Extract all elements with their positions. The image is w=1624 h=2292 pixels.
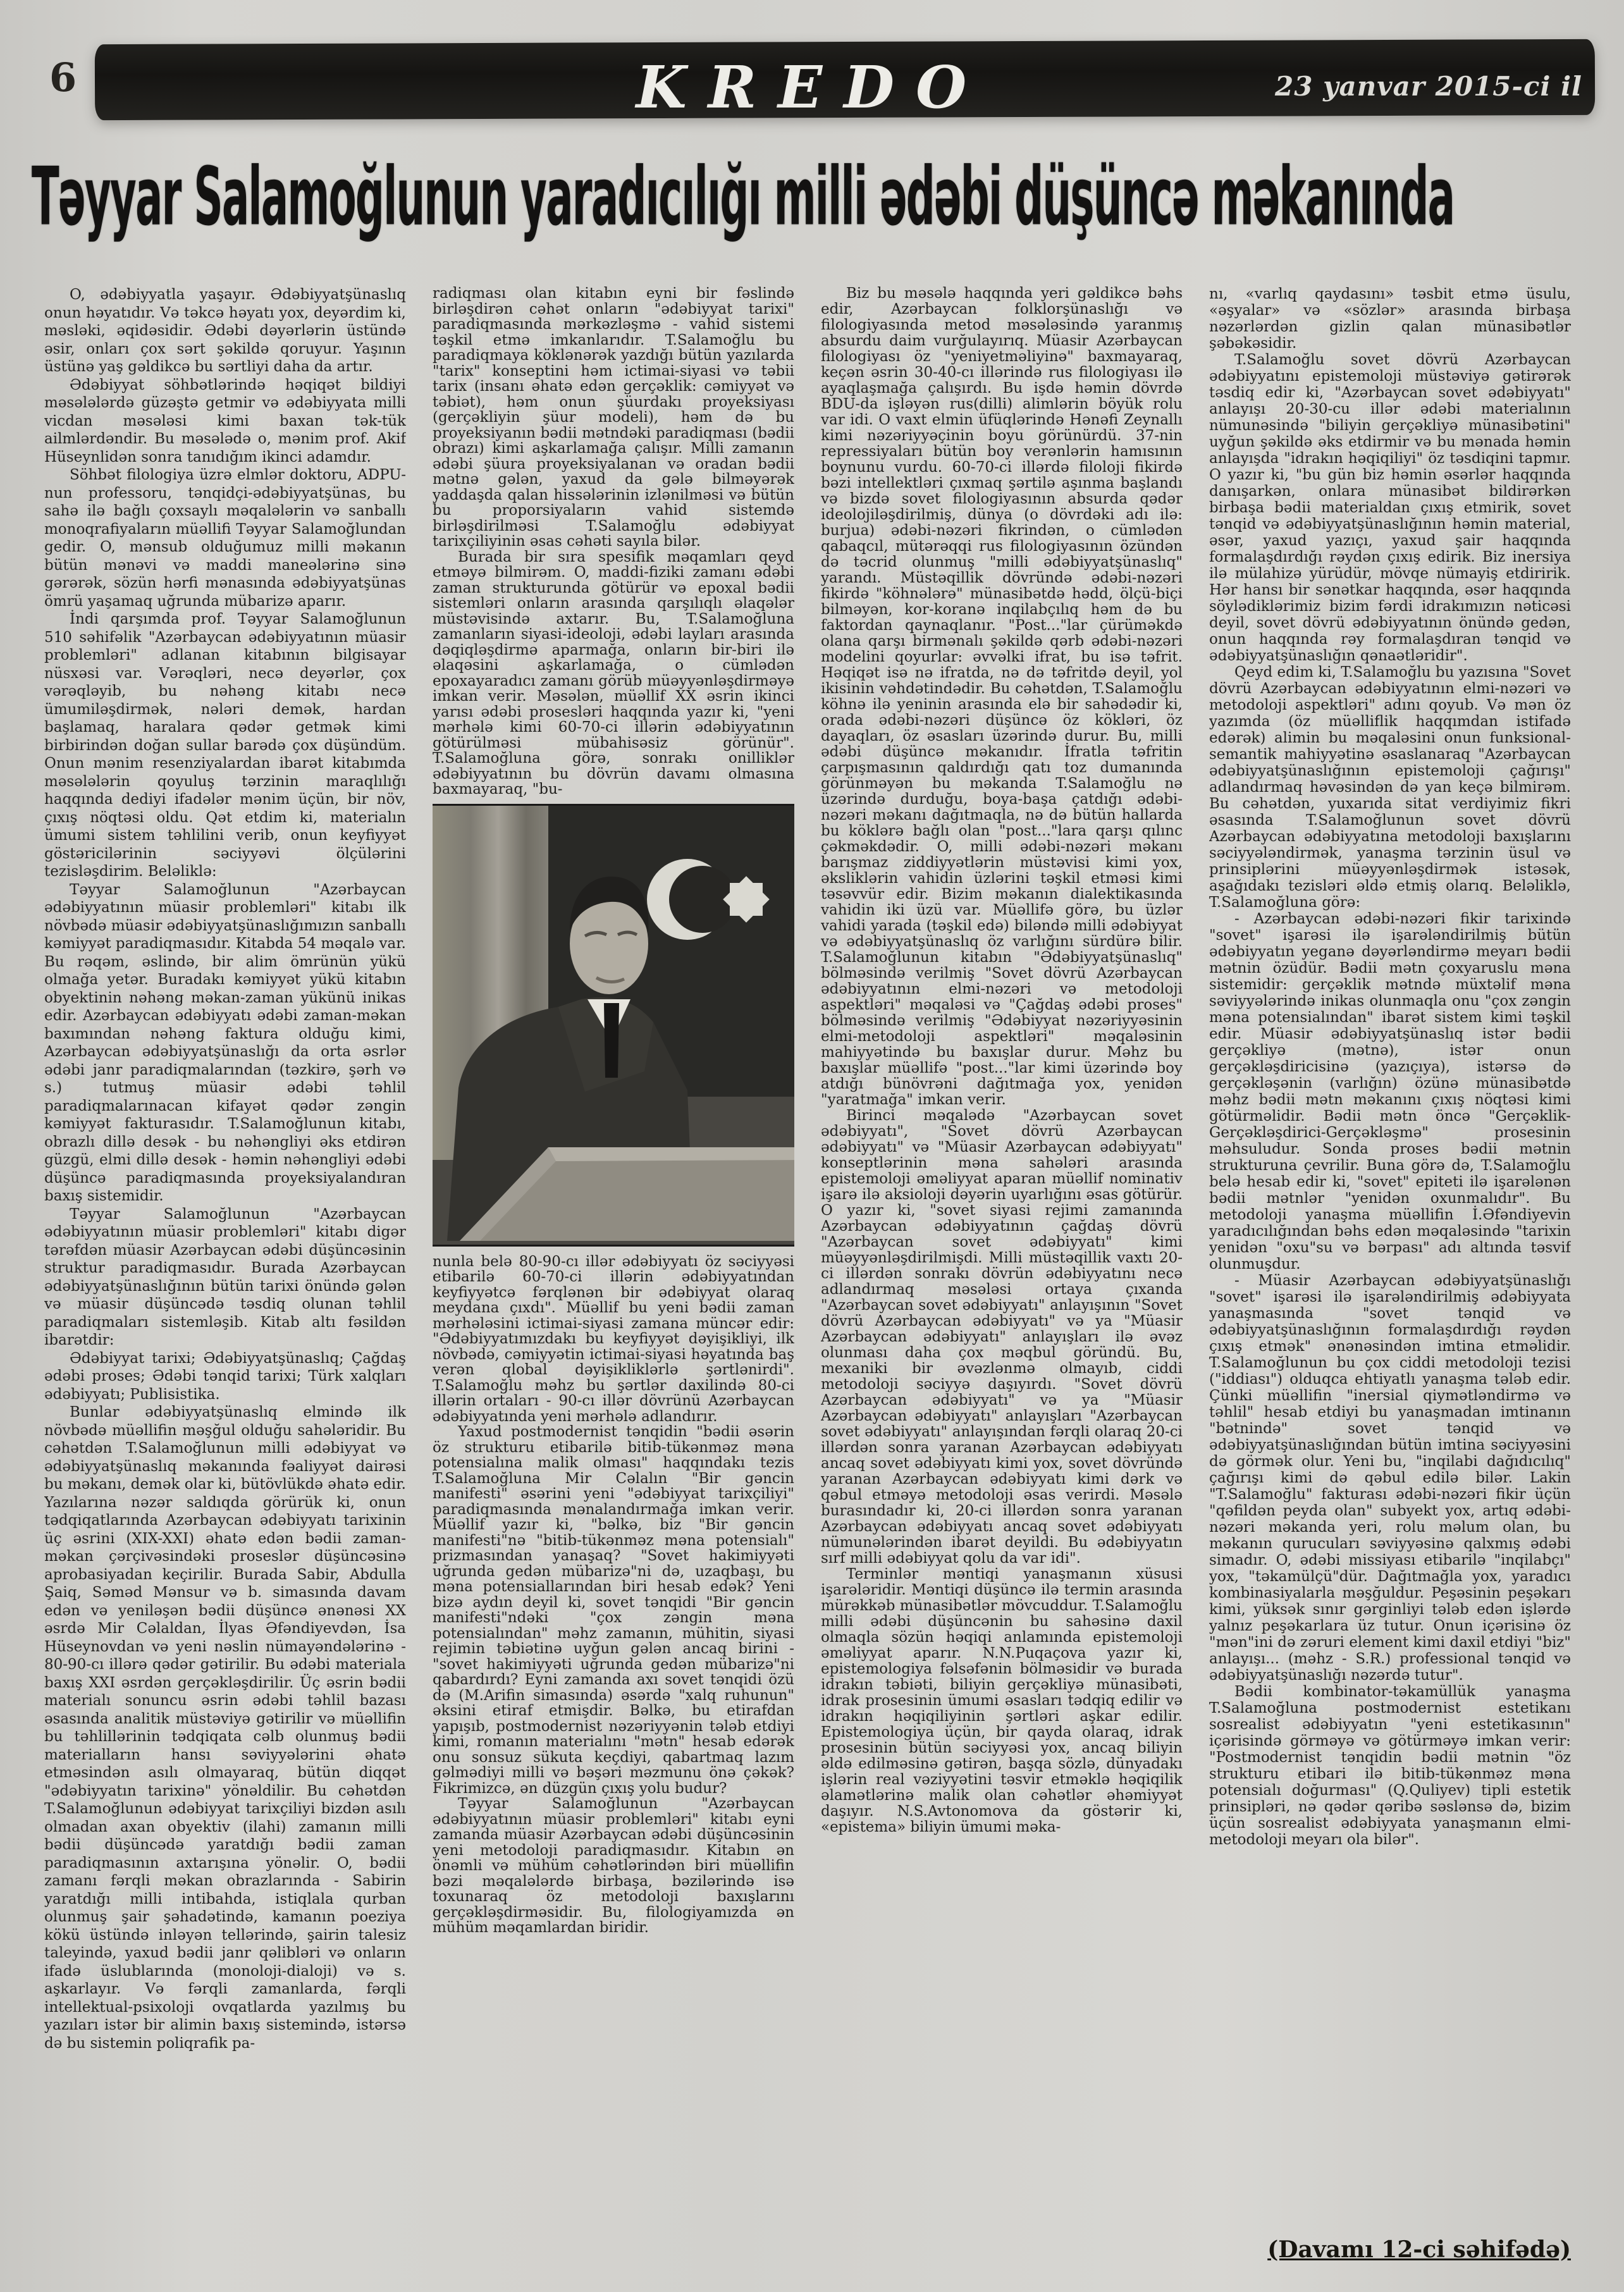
column-2-above-photo	[433, 286, 794, 798]
paragraph: - Azərbaycan ədəbi-nəzəri fikir tarixində "sovet" işarəsi ilə işarələndirilmiş bütün ədəbiyyatın yeganə dəyərləndirmə meyarı bədii mətnin özüdür. Bədii mətn çoxyaruslu məna sistemidir: gerçəklik mətndə müxtəlif məna səviyyələrində inikas olunmaqla onu "çox zəngin məna potensialından" ibarət sistem kimi təşkil edir. Müasir ədəbiyyatşünaslıq istər bədii gerçəkliyə (mətnə), istər onun gerçəkləşdiricisinə (yazıçıya), istərsə də gerçəkləşənin (varlığın) özünə münasibətdə məhz bədii mətn məkanını çıxış nöqtəsi kimi götürməlidir. Bədii mətn öncə "Gerçəklik-Gerçəkləşdirici-Gerçəkləşmə" prosesinin məhsuludur. Sonda proses bədii mətnin strukturuna çevrilir. Buna görə də, T.Salamoğlu belə hesab edir ki, "sovet" epiteti ilə işarələnən bədii mətnlər "yenidən oxunmalıdır". Bu metodoloji yanaşma müəllifin İ.Əfəndiyevin yaradıcılığından bəhs edən məqaləsində "tarixin yenidən "oxu"su və bərpası" adı altında təsvif olunmuşdur.	[1209, 911, 1571, 1272]
column-3	[821, 286, 1183, 2258]
paragraph: Ədəbiyyat söhbətlərində həqiqət bildiyi məsələlərdə güzəştə getmir və ədəbiyyata milli vicdan məsələsi kimi baxan tək-tük ailmlərdəndir. Bu məsələdə o, mənim prof. Akif Hüseynlidən sonra tanıdığım ikinci adamdır.	[44, 376, 406, 465]
column-4	[1209, 286, 1571, 2258]
paragraph: O, ədəbiyyatla yaşayır. Ədəbiyyatşünaslıq onun həyatıdır. Və təkcə həyatı yox, deyərdim ki, məsləki, əqidəsidir. Ədəbi dəyərlərin üstündə əsir, onları çox sərt şəkildə qoruyur. Yaşının üstünə yaş gəldikcə bu sərtliyi daha da artır.	[44, 286, 406, 375]
paragraph: Qeyd edim ki, T.Salamoğlu bu yazısına "Sovet dövrü Azərbaycan ədəbiyyatının elmi-nəzəri və metodoloji aspektləri" adını qoyub. Və mən öz yazımda (öz müəlliflik haqqımdan istifadə edərək) alimin bu məqaləsini onun funksional-semantik mahiyyətinə əsaslanaraq "Azərbaycan ədəbiyyatşünaslığının epistemoloji çağırışı" adlandırmaq həvəsindən də yan keçə bilmirəm. Bu cəhətdən, yuxarıda sitat verdiyimiz fikri əsasında T.Salamoğlunun sovet dövrü Azərbaycan ədəbiyyatına metodoloji baxışlarını səciyyələndirmək, yanaşma tərzinin üsul və prinsiplərini müəyyənləşdirmək istəsək, aşağıdakı tezisləri əldə etmiş olarıq. Beləliklə, T.Salamoğluna görə:	[1209, 664, 1571, 911]
paragraph: Təyyar Salamoğlunun "Azərbaycan ədəbiyyatının müasir problemləri" kitabı eyni zamanda müasir Azərbaycan ədəbi düşüncəsinin yeni metodoloji paradiqmasıdır. Kitabın ən önəmli və mühüm cəhətlərindən biri müəllifin bəzi məqalələrdə birbaşa, bəzilərində isə toxunaraq öz metodoloji baxışlarını gerçəkləşdirməsidir. Bu, filologiyamızda ən mühüm məqamlardan biridir.	[433, 1796, 794, 1936]
column-2	[433, 286, 794, 2258]
tie	[604, 1003, 619, 1078]
paragraph: Söhbət filologiya üzrə elmlər doktoru, ADPU-nun professoru, tənqidçi-ədəbiyyatşünas, bu sahə ilə bağlı çoxsaylı məqalələrin və sanballı monoqrafiyaların müəllifi Təyyar Salamoğlundan gedir. O, mənsub olduğumuz milli məkanın bütün mənəvi və maddi maneələrinə sinə gərərək, sözün hərfi mənasında ədəbiyyatşünas ömrü yaşamaq uğrunda mübarizə aparır.	[44, 467, 406, 610]
paragraph: İndi qarşımda prof. Təyyar Salamoğlunun 510 səhifəlik "Azərbaycan ədəbiyyatının müasir problemləri" adlanan kitabının bilgisayar nüsxəsi var. Vərəqləri, necə deyərlər, çox vərəqləyib, bu nəhəng kitabı necə ümumiləşdirmək, nələri demək, hardan başlamaq, haralara qədər getmək kimi birbirindən doğan sullar barədə çox düşündüm. Onun mənim resenziyalardan ibarət kitabımda məsələlərin qoyuluş tərzinin maraqlılığı haqqında dediyi ifadələr mənim üçün, bir növ, çıxış nöqtəsi oldu. Qət etdim ki, materialın ümumi sistem təhlilini verib, onun keyfiyyət göstəricilərinin səciyyəvi ölçülərini tezisləşdirim. Beləliklə:	[44, 611, 406, 880]
paragraph: - Müasir Azərbaycan ədəbiyyatşünaslığı "sovet" işarəsi ilə işarələndirilmiş ədəbiyyata yanaşmasında "sovet tənqid və ədəbiyyatşünaslığının formalaşdırdığı rəydən çıxış etmək" ənənəsindən imtina etməlidir. T.Salamoğlunun bu çox ciddi metodoloji tezisi ("iddiası") olduqca ehtiyatlı yanaşma tələb edir. Çünki müəllifin "inersial qiymətləndirmə və təhlil" hesab etdiyi bu yanaşmadan imtinanın "bətnində" sovet tənqid və ədəbiyyatşünaslığından bütün imtina səciyyəsini də görmək olur. Yeni bu, "inqilabi dağıdıcılıq" çağırışı kimi də qəbul edilə bilər. Lakin "T.Salamoğlu" fakturası ədəbi-nəzəri fikir üçün "qəfildən peyda olan" subyekt yox, artıq ədəbi-nəzəri məkanda yeri, rolu məlum olan, bu məkanın qurucuları səviyyəsinə qalxmış ədəbi simadır. O, ədəbi missiyası etibarilə "inqilabçı" yox, "təkamülçü"dür. Dağıtmağla yox, yaradıcı kombinasiyalarla məşğuldur. Peşəsinin peşəkarı kimi, yüksək sınır gərginliyi tələb edən işlərdə yalnız peşəkarlara üz tutur. Onun içərisinə öz "mən"ini də zəruri element kimi daxil etdiyi "biz" anlayışı... (məhz - S.R.) professional tənqid və ədəbiyyatşünaslığı nəzərdə tutur".	[1209, 1272, 1571, 1684]
paragraph: T.Salamoğlu sovet dövrü Azərbaycan ədəbiyyatını epistemoloji müstəviyə gətirərək təsdiq edir ki, "Azərbaycan sovet ədəbiyyatı" anlayışı 20-30-cu illər ədəbi materialının nümunəsində "biliyin gerçəkliyə münasibətini" uyğun şəkildə əks etdirmir və bu mənada həmin anlayışda "idrakın həqiqiliyi" öz təsdiqini tapmır. O yazır ki, "bu gün biz həmin əsərlər haqqında danışarkən, onlara münasibət bildirərkən birbaşa bədii materialdan çıxış etmirik, sovet tənqid və ədəbiyyatşünaslığının həmin material, əsər, yaxud yazıçı, yaxud şair haqqında formalaşdırdığı rəydən çıxış edirik. Biz inersiya ilə mülahizə yürüdür, mövqe nümayiş etdiririk. Hər hansı bir sənətkar haqqında, əsər haqqında söylədiklərimiz bizim fərdi idrakımızın nəticəsi deyil, sovet dövrü ədəbiyyatının önündə gedən, onun haqqında rəy formalaşdıran tənqid və ədəbiyyatşünaslığın qənaətləridir".	[1209, 352, 1571, 664]
paragraph: Birinci məqalədə "Azərbaycan sovet ədəbiyyatı", "Sovet dövrü Azərbaycan ədəbiyyatı" və "Müasir Azərbaycan ədəbiyyatı" konseptlərinin məna sahələri arasında epistemoloji əməliyyat aparan müəllif nominativ işarə ilə aksioloji dəyərin uyarlığını əsas götürür. O yazır ki, "sovet siyasi rejimi zamanında Azərbaycan ədəbiyyatının çağdaş dövrü "Azərbaycan sovet ədəbiyyatı" kimi müəyyənləşdirilmişdi. Milli müstəqillik vaxtı 20-ci illərdən sonrakı dövrün ədəbiyyatını necə adlandırmaq məsələsi ortaya çıxanda "Azərbaycan sovet ədəbiyyatı" anlayışının "Sovet dövrü Azərbaycan ədəbiyyatı" və ya "Müasir Azərbaycan ədəbiyyatı" anlayışları ilə əvəz olunması daha çox məqbul göründü. Bu, mexaniki bir əvəzlənmə olmayıb, ciddi metodoloji səciyyə daşıyırdı. "Sovet dövrü Azərbaycan ədəbiyyatı" və ya "Müasir Azərbaycan ədəbiyyatı" anlayışları "Azərbaycan sovet ədəbiyyatı" anlayışından fərqli olaraq 20-ci illərdən sonra yaranan Azərbaycan ədəbiyyatı ancaq sovet ədəbiyyatı kimi yox, sovet dövründə yaranan Azərbaycan ədəbiyyatı kimi dərk və qəbul etməyə metodoloji əsas verirdi. Məsələ burasındadır ki, 20-ci illərdən sonra yaranan Azərbaycan ədəbiyyatı ancaq sovet ədəbiyyatı nümunələrindən ibarət deyildi. Bu ədəbiyyatın sırf milli ədəbiyyat qolu da var idi".	[821, 1107, 1183, 1567]
paragraph: Terminlər məntiqi yanaşmanın xüsusi işarələridir. Məntiqi düşüncə ilə termin arasında mürəkkəb münasibətlər mövcuddur. T.Salamoğlu milli ədəbi düşüncənin bu sahəsinə daxil olmaqla sözün həqiqi anlamında epistemoloji əməliyyat aparır. N.N.Puqaçova yazır ki, epistemologiya fəlsəfənin bölməsidir və burada idrakın təbiəti, biliyin gerçəkliyə münasibəti, idrak prosesinin ümumi əsasları tədqiq edilir və idrakın həqiqiliyinin şərtləri aşkar edilir. Epistemologiya üçün, bir qayda olaraq, idrak prosesinin bütün səciyyəsi yox, ancaq biliyin əldə edilməsinə gətirən, başqa sözlə, dünyadakı işlərin real vəziyyətini təsvir etməklə həqiqilik əlamətlərinə malik olan cəhətlər əhəmiyyət daşıyır. N.S.Avtonomova da göstərir ki, «epistema» biliyin ümumi məka-	[821, 1566, 1183, 1835]
paragraph: radiqması olan kitabın eyni bir fəslində birləşdirən cəhət onların "ədəbiyyat tarixi" paradiqmasında mərkəzləşmə - vahid sistemi təşkil etmə imkanlarıdır. T.Salamoğlu bu paradiqmaya köklənərək yazdığı bütün yazılarda "tarix" konseptini həm ictimai-siyasi və təbii tarix (insanı əhatə edən gerçəklik: cəmiyyət və təbiət), həm onun şüurdakı proyeksiyası (gerçəkliyin şüur modeli), həm də bu proyeksiyanın bədii mətndəki paradiqması (bədii obrazı) kimi aşkarlamağa çalışır. Milli zamanın ədəbi şüura proyeksiyalanan və oradan bədii mətnə gələn, yaxud da gələ bilməyərək yaddaşda qalan hissələrinin izlənilməsi və bütün bu proporsiyaların vahid sistemdə birləşdirilməsi T.Salamoğlu ədəbiyyat tarixçiliyinin əsas cəhəti sayıla bilər.	[433, 286, 794, 550]
paragraph: Ədəbiyyat tarixi; Ədəbiyyatşünaslıq; Çağdaş ədəbi proses; Ədəbi tənqid tarixi; Türk xalqları ədəbiyyatı; Publisistika.	[44, 1350, 406, 1403]
column-1	[44, 286, 406, 2258]
masthead-title: KREDO	[636, 53, 988, 121]
paragraph: Bədii kombinator-təkamüllük yanaşma T.Salamoğluna postmodernist estetikanı sosrealist ədəbiyyatın "yeni estetikasının" içərisində görməyə və götürməyə imkan verir: "Postmodernist tənqidin bədii mətnin "öz strukturu etibari ilə bitib-tükənməz məna potensialı doğurması" (Q.Quliyev) tipli estetik prinsipləri, nə qədər qəribə səslənsə də, bizim üçün sosrealist ədəbiyyata yanaşmanın elmi-metodoloji meyarı ola bilər".	[1209, 1684, 1571, 1848]
paragraph: nunla belə 80-90-cı illər ədəbiyyatı öz səciyyəsi etibarilə 60-70-ci illərin ədəbiyyatından keyfiyyətcə fərqlənən bir ədəbiyyat olaraq meydana çıxdı". Müəllif bu yeni bədii zaman mərhələsini ictimai-siyasi zamana müncər edir: "Ədəbiyyatımızdakı bu keyfiyyət dəyişikliyi, ilk növbədə, cəmiyyətin ictimai-siyasi həyatında baş verən qlobal dəyişikliklərlə şərtlənirdi". T.Salamoğlu məhz bu şərtlər daxilində 80-ci illərin ortaları - 90-cı illər dövrünü Azərbaycan ədəbiyyatında yeni mərhələ adlandırır.	[433, 1253, 794, 1425]
photo-illustration	[433, 806, 794, 1241]
paragraph: Biz bu məsələ haqqında yeri gəldikcə bəhs edir, Azərbaycan folklorşünaslığı və filologiyasında metod məsələsində yaranmış absurdu daim vurğulayırıq. Müasir Azərbaycan filologiyası öz "yeniyetməliyinə" baxmayaraq, keçən əsrin 30-40-cı illərində rus filologiyası ilə ayaqlaşmağa çalışırdı. Bu işdə həmin dövrdə BDU-da işləyən rus(dilli) alimlərin böyük rolu var idi. O vaxt elmin üfüqlərində Hənəfi Zeynallı kimi nəzəriyyəçinin boyu görünürdü. 37-nin repressiyaları bütün boy verənlərin hamısının boynunu vurdu. 60-70-ci illərdə filoloji fikirdə bəzi intellektləri çıxmaq şərtilə aşınma başlandı və bizdə sovet filologiyasının absurda qədər ideolojiləşdirilmiş, dünya (o dövrdəki adı ilə: burjua) ədəbi-nəzəri fikrindən, o cümlədən qabaqcıl, mütərəqqi rus filologiyasının özündən də təcrid olunmuş "milli ədəbiyyatşünaslıq" yarandı. Müstəqillik dövründə ədəbi-nəzəri fikirdə "köhnələrə" münasibətdə hədd, ölçü-biçi bilməyən, kor-koranə inqilabçılıq həm də bu faktordan qaynaqlanır. "Post..."lar çürüməkdə olana qarşı birmənalı şəkildə qərb ədəbi-nəzəri modelini qoyurlar: əvvəlki ifrat, bu isə təfrit. Həqiqət isə nə ifratda, nə də təfritdə deyil, yol ikisinin vəhdətindədir. Bu cəhətdən, T.Salamoğlu köhnə ilə yeninin arasında elə bir sahədədir ki, orada ədəbi-nəzəri düşüncə öz kökləri, öz dayaqları, öz əsasları üzərində durur. Bu, milli ədəbi düşüncə məkanıdır. İfratla təfritin çarpışmasının qaldırdığı qatı toz dumanında görünməyən bu məkanda T.Salamoğlu nə üzərində durduğu, boya-başa çatdığı ədəbi-nəzəri məkanı dağıtmaqla, nə də bütün hallarda bu köklərə bağlı olan "post..."lara qarşı qılınc çəkməkdədir. O, milli ədəbi-nəzəri məkanı barışmaz ziddiyyətlərin müstəvisi kimi yox, əksliklərin vahidin üzlərini təşkil etməsi kimi təsəvvür edir. Bizim məkanın dialektikasında vahidin iki üzü var. Müəllifə görə, bu üzlər vahidi yarada (təşkil edə) biləndə milli ədəbiyyat və ədəbiyyatşünaslıq öz varlığını sürdürə bilir. T.Salamoğlunun kitabın "Ədəbiyyatşünaslıq" bölməsində verilmiş "Sovet dövrü Azərbaycan ədəbiyyatının elmi-nəzəri və metodoloji aspektləri" məqaləsi və "Çağdaş ədəbi proses" bölməsində verilmiş "Ədəbiyyat nəzəriyyəsinin elmi-metodoloji aspektləri" məqaləsinin mahiyyətində bu baxışlar durur. Məhz bu baxışlar müəllifə "post..."lar kimi üzərində boy atdığı bünövrəni dağıtmağa yox, yenidən "yaratmağa" imkan verir.	[821, 286, 1183, 1108]
article-body	[44, 286, 1572, 2258]
issue-date: 23 yanvar 2015-ci il	[1275, 71, 1582, 102]
flag-star-icon	[723, 876, 770, 923]
paragraph: Yaxud postmodernist tənqidin "bədii əsərin öz strukturu etibarilə bitib-tükənməz məna potensialına malik olması" haqqındakı tezis T.Salamoğluna Mir Cəlalın "Bir gəncin manifesti" əsərini yeni "ədəbiyyat tarixçiliyi" paradiqmasında mənalandırmağa imkan verir. Müəllif yazır ki, "bəlkə, biz "Bir gəncin manifesti"nə "bitib-tükənməz məna potensialı" prizmasından yanaşaq? "Sovet hakimiyyəti uğrunda gedən mübarizə"ni də, uzaqbaşı, bu məna potensiallarından biri hesab edək? Yeni bizə aydın deyil ki, sovet tənqidi "Bir gəncin manifesti"ndəki "çox zəngin məna potensialından" məhz zamanın, mühitin, siyasi rejimin təbiətinə uyğun gələn ancaq birini - "sovet hakimiyyəti uğrunda gedən mübarizə"ni qabardırdı? Eyni zamanda axı sovet tənqidi özü də (M.Arifin simasında) əsərdə "xalq ruhunun" əksini etiraf etmişdir. Bəlkə, bu etirafdan yapışıb, postmodernist nəzəriyyənin tələb etdiyi kimi, romanın materialını "mətn" hesab edərək onu sonsuz sükuta keçdiyi, qabartmaq lazım gəlmədiyi milli və bəşəri məzmunu önə çəkək? Fikrimizcə, ən düzgün çıxış yolu budur?	[433, 1424, 794, 1797]
page-number: 6	[49, 54, 77, 101]
paragraph: nı, «varlıq qaydasını» təsbit etmə üsulu, «əşyalar» və «sözlər» arasında birbaşa nəzərlərdən gizlin qalan münasibətlər şəbəkəsidir.	[1209, 286, 1571, 352]
speaker-at-podium-photo	[433, 804, 794, 1247]
article-headline: Təyyar Salamoğlunun yaradıcılığı milli ədəbi düşüncə məkanında	[32, 151, 1455, 244]
column-2-below-photo	[433, 1254, 794, 1936]
continuation-note: (Davamı 12-ci səhifədə)	[1267, 2236, 1571, 2263]
paragraph: Bunlar ədəbiyyatşünaslıq elmində ilk növbədə müəllifin məşğul olduğu sahələridir. Bu cəhətdən T.Salamoğlunun milli ədəbiyyat və ədəbiyyatşünaslıq məkanında fəaliyyət dairəsi bu məkanı, demək olar ki, bütövlükdə əhatə edir. Yazılarına nəzər saldıqda görürük ki, onun tədqiqatlarında Azərbaycan ədəbiyyatı tarixinin üç əsrini (XIX-XXI) əhatə edən bədii zaman-məkan çərçivəsindəki proseslər düşüncəsinə aprobasiyadan keçirilir. Burada Sabir, Abdulla Şaiq, Səməd Mənsur və b. simasında davam edən və yeniləşən bədii düşüncə ənənəsi XX əsrdə Mir Cəlaldan, İlyas Əfəndiyevdən, İsa Hüseynovdan və yeni nəslin nümayəndələrinə - 80-90-cı illərə qədər gətirilir. Bu ədəbi materiala baxış XXI əsrdən gerçəkləşdirilir. Üç əsrin bədii materialı sonuncu əsrin ədəbi təhlil bazası əsasında analitik müstəviyə gətirilir və müəllifin bu təhlillərinin tədqiqata cəlb olunmuş bədii materialların hansı səviyyələrini əhatə etməsindən asılı olmayaraq, bütün diqqət "ədəbiyyatın tarixinə" yönəldilir. Bu cəhətdən T.Salamoğlunun ədəbiyyat tarixçiliyi bizdən asılı olmadan axan obyektiv (ilahi) zamanın milli bədii düşüncədə yaratdığı bədii zaman paradiqmasının axtarışına yönəlir. O, bədii zamanı fərqli məkan obrazlarında - Sabirin yaratdığı milli intibahda, istiqlala qurban olunmuş şair şəhadətində, kamanın poeziya kökü üstündə inləyən tellərində, şairin talesiz taleyində, yaxud bədii janr qəlibləri və onların ifadə üslublarında (monoloji-dialoji) və s. aşkarlayır. Və fərqli zamanlarda, fərqli intellektual-psixoloji ovqatlarda yazılmış bu yazıları istər bir alimin baxış sistemində, istərsə də bu sistemin poliqrafik pa-	[44, 1404, 406, 2052]
paragraph: Təyyar Salamoğlunun "Azərbaycan ədəbiyyatının müasir problemləri" kitabı ilk növbədə müasir ədəbiyyatşünaslığımızın sanballı kəmiyyət paradiqmasıdır. Kitabda 54 məqalə var. Bu rəqəm, əslində, bir alim ömrünün yükü olmağa yetər. Buradakı kəmiyyət yükü kitabın obyektinin nəhəng məkan-zaman yükünü inikas edir. Azərbaycan ədəbiyyatı ədəbi zaman-məkan baxımından nəhəng faktura olduğu kimi, Azərbaycan ədəbiyyatşünaslığı da orta əsrlər ədəbi janr paradiqmalarından (təzkirə, şərh və s.) tutmuş müasir ədəbi təhlil paradiqmalarınacan kifayət qədər zəngin kəmiyyət fakturasıdır. T.Salamoğlunun kitabı, obrazlı dillə desək - bu nəhəngliyi əks etdirən güzgü, elmi dillə desək - həmin nəhəngliyi ədəbi düşüncə paradiqmasında proyeksiyalandıran baxış sistemidir.	[44, 881, 406, 1204]
paragraph: Təyyar Salamoğlunun "Azərbaycan ədəbiyyatının müasir problemləri" kitabı digər tərəfdən müasir Azərbaycan ədəbi düşüncəsinin struktur paradiqmasıdır. Burada Azərbaycan ədəbiyyatşünaslığının bütün tarixi önündə gələn və müasir düşüncədə təsdiq olunan təhlil paradiqmaları sistemləşib. Kitab altı fəsildən ibarətdir:	[44, 1205, 406, 1348]
paragraph: Burada bir sıra spesifik məqamları qeyd etməyə bilmirəm. O, maddi-fiziki zamanı ədəbi zaman strukturunda götürür və epoxal bədii sistemləri onların arasında qarşılıqlı əlaqələr müstəvisində axtarır. Bu, T.Salamoğluna zamanların siyasi-ideoloji, ədəbi layları arasında dəqiqləşdirmə aparmağa, onların bir-biri ilə əlaqəsini aşkarlamağa, o cümlədən epoxayaradıcı zamanı görüb müəyyənləşdirməyə imkan verir. Məsələn, müəllif XX əsrin ikinci yarısı ədəbi prosesləri haqqında yazır ki, "yeni mərhələ kimi 60-70-ci illərin ədəbiyyatının götürülməsi mübahisəsiz görünür". T.Salamoğluna görə, sonrakı onilliklər ədəbiyyatının bu dövrün davamı olmasına baxmayaraq, "bu-	[433, 548, 794, 798]
